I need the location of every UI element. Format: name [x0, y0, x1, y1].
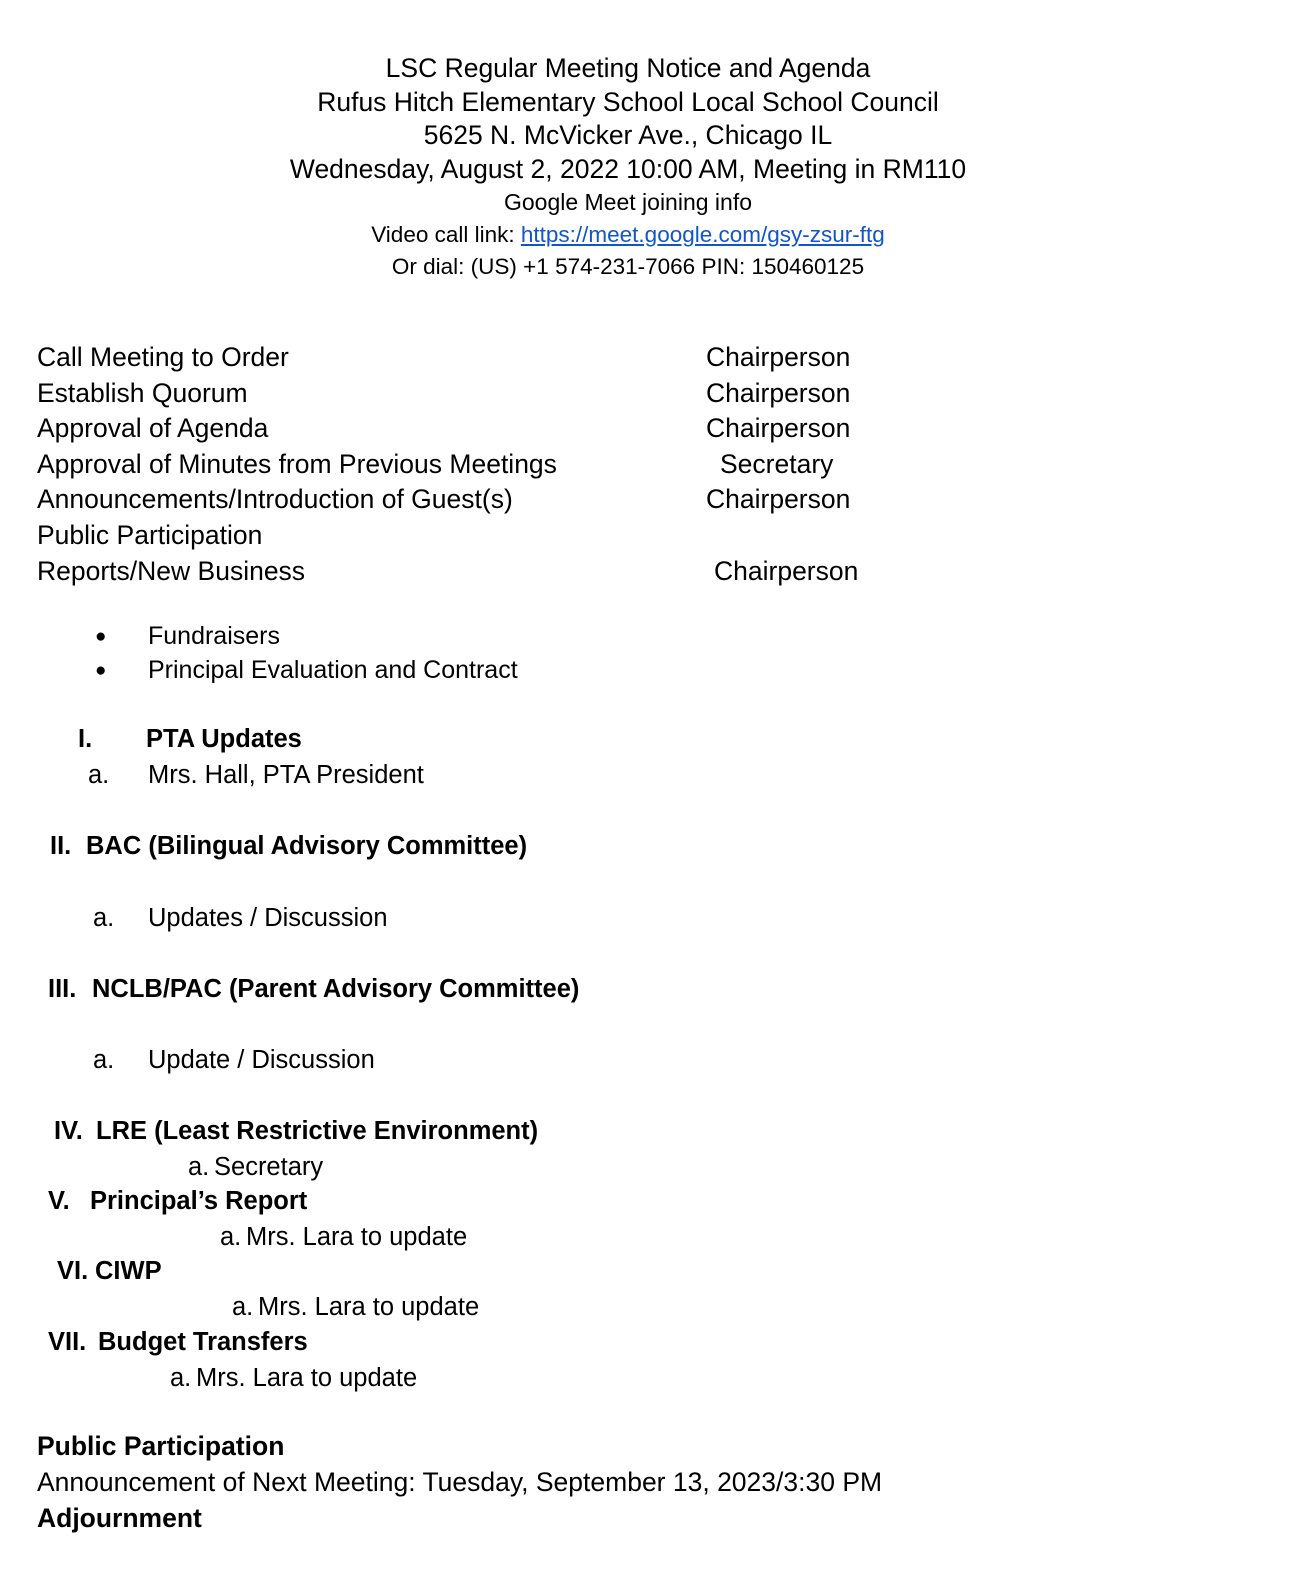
agenda-role-label: Chairperson [714, 555, 859, 586]
agenda-item-label: Reports/New Business [37, 555, 306, 586]
agenda-role-label: Secretary [720, 448, 834, 479]
list-item [0, 654, 1000, 688]
business-bullet-list [0, 620, 1000, 687]
section-number: VII. [48, 1328, 87, 1356]
dial-in-info: Or dial: (US) +1 574-231-7066 PIN: 150460125 [391, 254, 865, 279]
agenda-item-label: Establish Quorum [37, 377, 248, 408]
document-footer [37, 1428, 1137, 1536]
section-number: III. [48, 975, 77, 1003]
agenda-item-label: Approval of Agenda [37, 413, 269, 444]
agenda-role-label: Chairperson [706, 413, 851, 444]
agenda-list [37, 340, 1037, 589]
subitem-label: Mrs. Lara to update [246, 1223, 468, 1251]
video-call-line [0, 219, 1256, 251]
agenda-row [37, 554, 1037, 590]
document-title: LSC Regular Meeting Notice and Agenda [385, 53, 871, 83]
section-title: NCLB/PAC (Parent Advisory Committee) [92, 975, 580, 1003]
section-number: IV. [54, 1117, 83, 1145]
agenda-role-label: Chairperson [706, 377, 851, 408]
section-title: CIWP [95, 1257, 162, 1285]
school-address: 5625 N. McVicker Ave., Chicago IL [423, 120, 833, 150]
subitem-marker: a. [88, 761, 110, 789]
subitem-marker: a. [232, 1293, 254, 1321]
video-call-label: Video call link: [371, 222, 521, 247]
school-council-name: Rufus Hitch Elementary School Local School Council [317, 86, 939, 117]
agenda-row [37, 376, 1037, 412]
google-meet-heading: Google Meet joining info [503, 189, 753, 215]
agenda-row [37, 482, 1037, 518]
subitem-label: Secretary [214, 1153, 324, 1181]
subitem-label: Updates / Discussion [148, 904, 388, 932]
list-item-label: Fundraisers [148, 622, 280, 650]
agenda-row [37, 340, 1037, 376]
agenda-row [37, 518, 1037, 554]
subitem-marker: a. [170, 1364, 192, 1392]
section-title: Budget Transfers [98, 1328, 308, 1356]
section-title: LRE (Least Restrictive Environment) [96, 1117, 539, 1145]
section-title: PTA Updates [146, 725, 302, 753]
section-title: Principal’s Report [90, 1187, 308, 1215]
document-header [0, 52, 1256, 283]
meeting-datetime-location: Wednesday, August 2, 2022 10:00 AM, Meeting in RM110 [289, 153, 967, 184]
section-number: V. [48, 1187, 70, 1215]
subitem-label: Update / Discussion [148, 1046, 375, 1074]
section-number: II. [50, 832, 72, 860]
list-item-label: Principal Evaluation and Contract [148, 655, 518, 684]
subitem-label: Mrs. Hall, PTA President [148, 761, 424, 789]
subitem-marker: a. [220, 1223, 242, 1251]
agenda-row [37, 447, 1037, 483]
footer-public-participation: Public Participation [37, 1431, 285, 1461]
agenda-role-label: Chairperson [706, 342, 851, 372]
bullet-icon: ● [95, 626, 107, 647]
agenda-item-label: Announcements/Introduction of Guest(s) [37, 484, 513, 515]
footer-adjournment: Adjournment [37, 1503, 202, 1533]
google-meet-link[interactable]: https://meet.google.com/gsy-zsur-ftg [520, 222, 885, 247]
section-number: I. [78, 725, 93, 753]
subitem-marker: a. [188, 1153, 210, 1181]
subitem-label: Mrs. Lara to update [196, 1364, 418, 1392]
bullet-icon: ● [95, 659, 107, 681]
agenda-item-label: Approval of Minutes from Previous Meetings [37, 448, 557, 479]
agenda-row [37, 411, 1037, 447]
section-title: BAC (Bilingual Advisory Committee) [86, 832, 528, 860]
footer-next-meeting: Announcement of Next Meeting: Tuesday, September 13, 2023/3:30 PM [37, 1467, 883, 1497]
list-item [0, 620, 1000, 654]
agenda-item-label: Public Participation [37, 519, 263, 550]
subitem-marker: a. [93, 1046, 115, 1074]
subitem-marker: a. [93, 904, 115, 932]
agenda-item-label: Call Meeting to Order [37, 342, 289, 372]
subitem-label: Mrs. Lara to update [258, 1293, 480, 1321]
section-number: VI. [57, 1257, 89, 1285]
agenda-role-label: Chairperson [706, 484, 851, 515]
